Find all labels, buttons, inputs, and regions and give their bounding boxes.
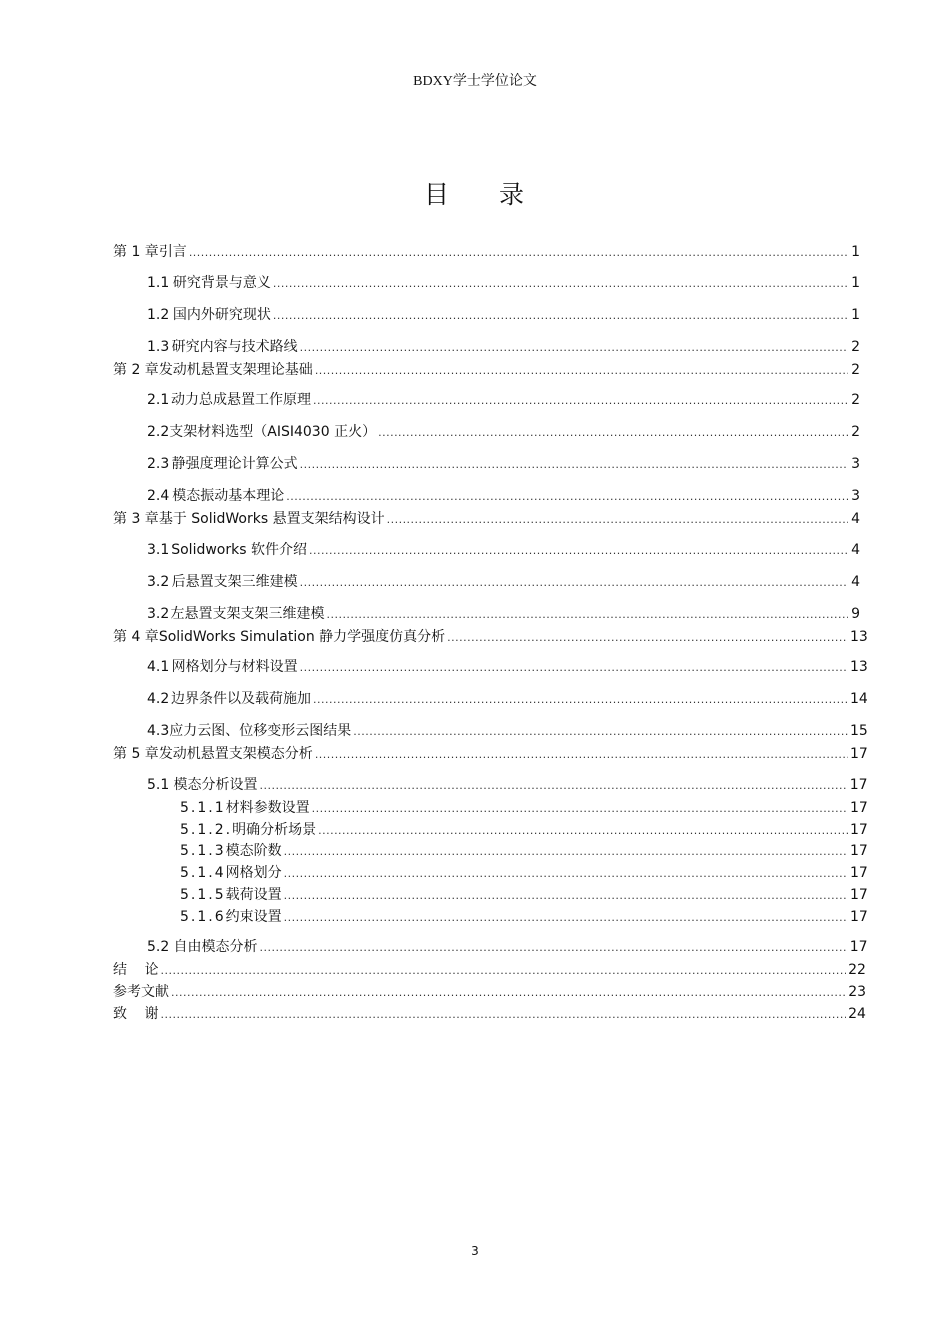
toc-entry-page: 17 bbox=[849, 939, 868, 955]
toc-entry-title: 动力总成悬置工作原理 bbox=[171, 392, 312, 408]
toc-entry-page: 4 bbox=[851, 542, 860, 558]
toc-entry-title: 参考文献 bbox=[113, 984, 169, 1000]
toc-entry-title: 材料参数设置 bbox=[225, 800, 310, 816]
toc-entry-page: 17 bbox=[850, 800, 868, 816]
toc-entry-page: 17 bbox=[850, 887, 868, 903]
toc-entry-page: 4 bbox=[851, 511, 860, 527]
toc-entry[interactable] bbox=[113, 360, 860, 380]
toc-entry-page: 15 bbox=[850, 723, 868, 739]
toc-entry-number: 2.4 bbox=[147, 488, 170, 504]
toc-entry-page: 22 bbox=[848, 962, 866, 978]
toc-entry-number: 3.2 bbox=[147, 574, 170, 590]
toc-entry[interactable] bbox=[147, 486, 860, 506]
toc-entry-page: 17 bbox=[850, 909, 868, 925]
toc-entry-number: 5.1.3 bbox=[180, 843, 226, 859]
toc-entry-number: 5.1.4 bbox=[180, 865, 226, 881]
toc-entry[interactable] bbox=[113, 744, 868, 764]
toc-entry-title: 模态分析设置 bbox=[173, 777, 258, 793]
toc-entry[interactable] bbox=[180, 820, 868, 840]
toc-entry-page: 3 bbox=[851, 488, 860, 504]
toc-entry-number: 第 1 章 bbox=[113, 244, 159, 260]
toc-entry-number: 5.1 bbox=[147, 777, 170, 793]
toc-entry[interactable] bbox=[113, 509, 860, 529]
toc-entry-page: 14 bbox=[850, 691, 868, 707]
toc-entry-title: 模态振动基本理论 bbox=[172, 488, 285, 504]
toc-leader-dots bbox=[318, 821, 848, 841]
toc-entry-title: 论 bbox=[144, 962, 159, 978]
toc-entry-page: 1 bbox=[851, 275, 860, 291]
toc-entry-title: 载荷设置 bbox=[225, 887, 282, 903]
toc-entry-page: 1 bbox=[851, 244, 860, 260]
toc-leader-dots bbox=[171, 983, 846, 1003]
toc-title-right: 录 bbox=[499, 180, 527, 209]
toc-leader-dots bbox=[273, 274, 848, 294]
toc-entry-page: 2 bbox=[851, 362, 860, 378]
toc-entry-number: 第 3 章 bbox=[113, 511, 159, 527]
page-header: BDXY学士学位论文 bbox=[413, 74, 537, 89]
toc-entry-page: 13 bbox=[850, 629, 868, 645]
toc-entry[interactable] bbox=[147, 937, 868, 957]
toc-entry-title: 自由模态分析 bbox=[173, 939, 258, 955]
toc-entry-number: 5.1.1 bbox=[180, 800, 226, 816]
toc-entry[interactable] bbox=[147, 273, 860, 293]
toc-entry-title: 网格划分与材料设置 bbox=[171, 659, 298, 675]
toc-entry-number: 3.1 bbox=[147, 542, 170, 558]
toc-leader-dots bbox=[189, 243, 848, 263]
toc-entry[interactable] bbox=[113, 242, 860, 262]
toc-entry-page: 17 bbox=[850, 843, 868, 859]
toc-entry[interactable] bbox=[180, 885, 868, 905]
toc-entry-number: 致 bbox=[113, 1006, 127, 1022]
toc-entry-title: 模态阶数 bbox=[225, 843, 282, 859]
toc-entry-number: 1.1 bbox=[147, 275, 170, 291]
toc-entry-page: 17 bbox=[849, 777, 868, 793]
toc-entry-title: 引言 bbox=[158, 244, 187, 260]
toc-entry-page: 17 bbox=[850, 746, 868, 762]
toc-entry-number: 第 5 章 bbox=[113, 746, 159, 762]
toc-entry-number: 第 4 章 bbox=[113, 629, 159, 645]
toc-leader-dots bbox=[326, 605, 848, 625]
toc-entry[interactable] bbox=[113, 982, 867, 1002]
toc-entry-page: 2 bbox=[851, 424, 860, 440]
toc-entry-title: 研究内容与技术路线 bbox=[171, 339, 298, 355]
toc-entry-number: 4.1 bbox=[147, 659, 170, 675]
toc-leader-dots bbox=[312, 799, 848, 819]
toc-leader-dots bbox=[315, 361, 848, 381]
toc-entry-title: 发动机悬置支架模态分析 bbox=[158, 746, 313, 762]
toc-entry[interactable] bbox=[147, 337, 860, 357]
toc-entry[interactable] bbox=[147, 657, 868, 677]
toc-leader-dots bbox=[161, 961, 847, 981]
toc-entry-title: 研究背景与意义 bbox=[172, 275, 271, 291]
toc-entry-number: 结 bbox=[113, 962, 127, 978]
toc-entry-number: 3.2 bbox=[147, 606, 170, 622]
toc-entry-title: 应力云图、位移变形云图结果 bbox=[169, 723, 352, 739]
toc-leader-dots bbox=[309, 541, 848, 561]
toc-entry-number: 第 2 章 bbox=[113, 362, 159, 378]
toc-entry[interactable] bbox=[147, 572, 860, 592]
toc-entry-title: 明确分析场景 bbox=[232, 822, 317, 838]
toc-entry-number: 5.1.5 bbox=[180, 887, 226, 903]
toc-leader-dots bbox=[315, 745, 848, 765]
toc-leader-dots bbox=[284, 908, 848, 928]
toc-entry-page: 2 bbox=[851, 392, 860, 408]
toc-entry[interactable] bbox=[147, 422, 860, 442]
toc-entry-number: 2.2 bbox=[147, 424, 170, 440]
toc-entry[interactable] bbox=[147, 454, 860, 474]
toc-entry[interactable] bbox=[180, 863, 868, 883]
toc-entry[interactable] bbox=[180, 907, 868, 927]
toc-leader-dots bbox=[447, 628, 848, 648]
toc-entry-page: 23 bbox=[848, 984, 867, 1000]
toc-entry[interactable] bbox=[180, 798, 868, 818]
toc-entry[interactable] bbox=[147, 604, 860, 624]
toc-entry-title: 支架材料选型（AISI4030 正火） bbox=[169, 424, 377, 440]
toc-leader-dots bbox=[300, 573, 848, 593]
toc-entry-title: 谢 bbox=[144, 1006, 159, 1022]
toc-leader-dots bbox=[300, 455, 848, 475]
toc-entry[interactable] bbox=[147, 721, 868, 741]
toc-entry-page: 17 bbox=[850, 822, 868, 838]
toc-entry[interactable] bbox=[147, 689, 868, 709]
toc-leader-dots bbox=[313, 690, 848, 710]
toc-entry-number: 2.3 bbox=[147, 456, 170, 472]
toc-leader-dots bbox=[313, 391, 848, 411]
toc-entry[interactable] bbox=[147, 305, 860, 325]
toc-entry-title: 边界条件以及载荷施加 bbox=[171, 691, 312, 707]
toc-leader-dots bbox=[353, 722, 848, 742]
toc-entry-title: 基于 SolidWorks 悬置支架结构设计 bbox=[158, 511, 385, 527]
toc-entry[interactable] bbox=[113, 960, 866, 980]
toc-leader-dots bbox=[387, 510, 848, 530]
toc-entry-page: 3 bbox=[851, 456, 860, 472]
toc-leader-dots bbox=[161, 1005, 847, 1025]
toc-entry-title: 发动机悬置支架理论基础 bbox=[158, 362, 313, 378]
toc-entry-number: 4.3 bbox=[147, 723, 170, 739]
toc-entry-number: 4.2 bbox=[147, 691, 170, 707]
toc-entry[interactable] bbox=[180, 841, 868, 861]
toc-leader-dots bbox=[300, 658, 848, 678]
toc-title bbox=[0, 175, 950, 211]
toc-leader-dots bbox=[284, 864, 848, 884]
toc-entry-page: 2 bbox=[851, 339, 860, 355]
toc-entry[interactable] bbox=[147, 540, 860, 560]
toc-leader-dots bbox=[284, 842, 848, 862]
toc-entry-title: 静强度理论计算公式 bbox=[171, 456, 298, 472]
toc-entry-page: 17 bbox=[850, 865, 868, 881]
toc-entry-number: 5.1.6 bbox=[180, 909, 226, 925]
toc-leader-dots bbox=[259, 938, 847, 958]
toc-leader-dots bbox=[286, 487, 848, 507]
toc-entry-title: 网格划分 bbox=[225, 865, 282, 881]
toc-entry-title: 约束设置 bbox=[225, 909, 282, 925]
toc-entry[interactable] bbox=[113, 627, 868, 647]
toc-entry-number: 5.2 bbox=[147, 939, 170, 955]
toc-entry-page: 9 bbox=[851, 606, 860, 622]
toc-entry-page: 1 bbox=[851, 307, 860, 323]
toc-entry-page: 24 bbox=[848, 1006, 866, 1022]
toc-leader-dots bbox=[300, 338, 848, 358]
toc-entry-page: 4 bbox=[851, 574, 860, 590]
toc-entry[interactable] bbox=[113, 1004, 866, 1024]
toc-entry-number: 5.1.2. bbox=[180, 822, 233, 838]
toc-entry-title: 后悬置支架三维建模 bbox=[171, 574, 298, 590]
toc-entry-title: 左悬置支架支架三维建模 bbox=[170, 606, 325, 622]
toc-entry-number: 1.2 bbox=[147, 307, 170, 323]
toc-entry[interactable] bbox=[147, 390, 860, 410]
toc-leader-dots bbox=[273, 306, 848, 326]
toc-entry[interactable] bbox=[147, 775, 868, 795]
page-number: 3 bbox=[471, 1244, 479, 1258]
toc-entry-title: 国内外研究现状 bbox=[172, 307, 271, 323]
toc-leader-dots bbox=[284, 886, 848, 906]
toc-entry-number: 2.1 bbox=[147, 392, 170, 408]
toc-entry-page: 13 bbox=[850, 659, 868, 675]
toc-entry-title: SolidWorks Simulation 静力学强度仿真分析 bbox=[158, 629, 446, 645]
toc-leader-dots bbox=[259, 776, 847, 796]
toc-leader-dots bbox=[378, 423, 848, 443]
toc-entry-number: 1.3 bbox=[147, 339, 170, 355]
toc-title-left: 目 bbox=[423, 180, 451, 209]
toc-entry-title: Solidworks 软件介绍 bbox=[171, 542, 307, 558]
